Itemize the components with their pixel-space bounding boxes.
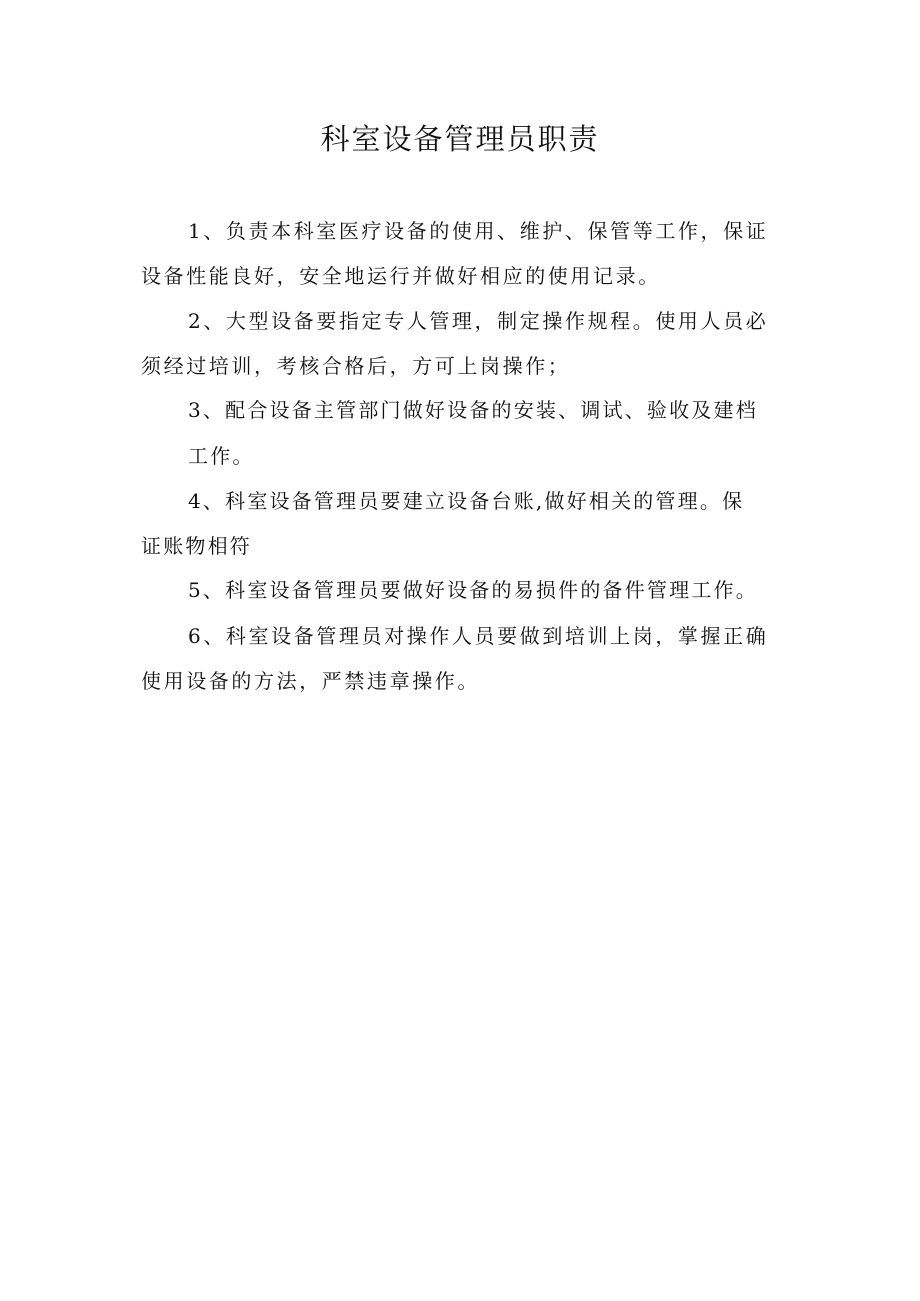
duty-item-3-line-1: 3、配合设备主管部门做好设备的安装、调试、验收及建档 xyxy=(188,398,758,422)
duty-item-2-line-1: 2、大型设备要指定专人管理，制定操作规程。使用人员必 xyxy=(188,309,769,333)
duty-item-6-line-2: 使用设备的方法，严禁违章操作。 xyxy=(141,669,480,693)
duty-item-1-line-2: 设备性能良好，安全地运行并做好相应的使用记录。 xyxy=(141,264,661,288)
document-title: 科室设备管理员职责 xyxy=(320,122,600,156)
duty-item-1-line-1: 1、负责本科室医疗设备的使用、维护、保管等工作，保证 xyxy=(188,219,769,243)
duty-item-4-line-2: 证账物相符 xyxy=(141,534,252,558)
duty-item-3-line-2: 工作。 xyxy=(188,444,255,468)
duty-item-2-line-2: 须经过培训，考核合格后，方可上岗操作； xyxy=(141,354,571,378)
duty-item-5-line-1: 5、科室设备管理员要做好设备的易损件的备件管理工作。 xyxy=(188,578,758,602)
duty-item-4-line-1: 4、科室设备管理员要建立设备台账,做好相关的管理。保 xyxy=(188,489,745,513)
duty-item-6-line-1: 6、科室设备管理员对操作人员要做到培训上岗，掌握正确 xyxy=(188,624,769,648)
